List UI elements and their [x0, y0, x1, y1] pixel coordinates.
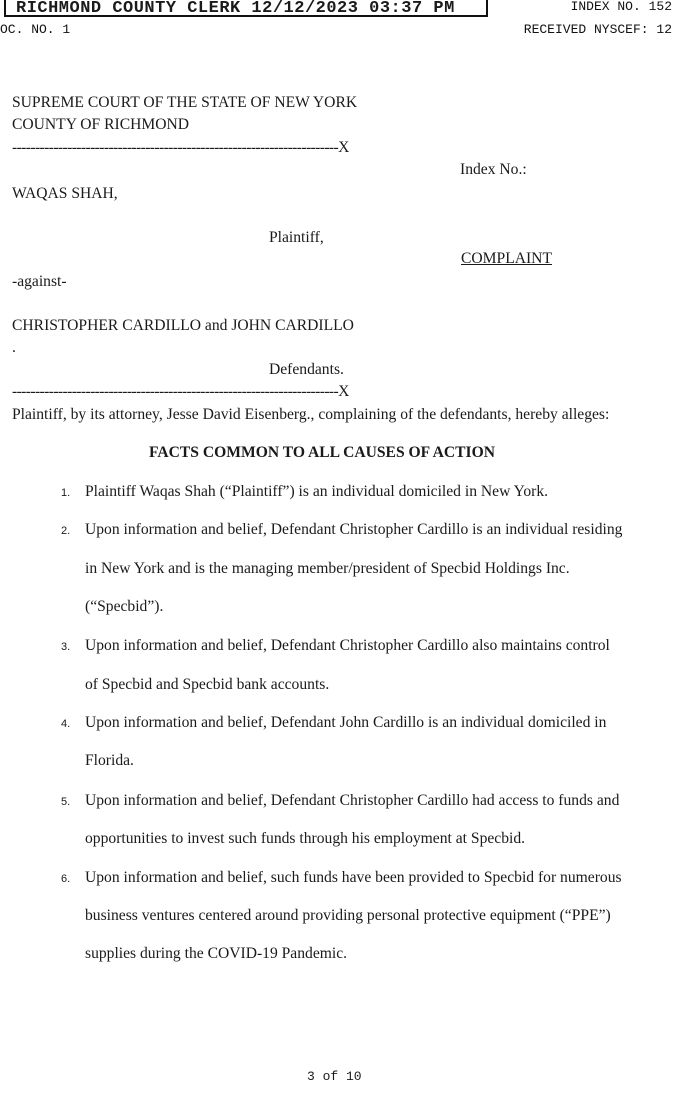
document-type: COMPLAINT [461, 250, 552, 267]
paragraph-number: 3. [61, 641, 71, 653]
paragraph-line: in New York and is the managing member/president of Specbid Holdings Inc. [85, 560, 570, 577]
index-label: Index No.: [460, 161, 527, 178]
paragraph-number: 5. [61, 796, 71, 808]
paragraph-line: Plaintiff Waqas Shah (“Plaintiff”) is an individual domiciled in New York. [85, 483, 549, 500]
defendants-role: Defendants. [269, 361, 344, 378]
paragraph-number: 6. [61, 873, 71, 885]
paragraph-line: Upon information and belief, Defendant Christopher Cardillo had access to funds and [85, 792, 620, 809]
intro-paragraph: Plaintiff, by its attorney, Jesse David Eisenberg., complaining of the defendants, hereby alleges: [12, 406, 610, 423]
defendants-names: CHRISTOPHER CARDILLO and JOHN CARDILLO [12, 317, 354, 334]
paragraph-line: Upon information and belief, Defendant Christopher Cardillo also maintains control [85, 637, 610, 654]
paragraph-line: Florida. [85, 752, 134, 769]
paragraph-number: 1. [61, 487, 71, 499]
index-number: INDEX NO. 152 [570, 0, 672, 14]
against-label: -against- [12, 273, 67, 290]
paragraph-line: business ventures centered around providing personal protective equipment (“PPE”) [85, 907, 611, 924]
paragraph-line: supplies during the COVID-19 Pandemic. [85, 945, 348, 962]
section-heading: FACTS COMMON TO ALL CAUSES OF ACTION [149, 444, 496, 461]
court-county: COUNTY OF RICHMOND [12, 116, 190, 133]
paragraph-line: of Specbid and Specbid bank accounts. [85, 676, 330, 693]
caption-separator-bottom: -----------------------------------------------------------------------X [12, 383, 349, 400]
caption-separator-top: -----------------------------------------------------------------------X [12, 139, 349, 156]
paragraph-line: Upon information and belief, such funds have been provided to Specbid for numerous [85, 869, 622, 886]
page-number: 3 of 10 [307, 1069, 362, 1084]
paragraph-number: 4. [61, 718, 71, 730]
paragraph-line: Upon information and belief, Defendant Christopher Cardillo is an individual residing [85, 521, 623, 538]
paragraph-line: opportunities to invest such funds through his employment at Specbid. [85, 830, 526, 847]
document-number: OC. NO. 1 [0, 22, 71, 37]
paragraph-number: 2. [61, 525, 71, 537]
plaintiff-role: Plaintiff, [269, 229, 324, 246]
stray-mark: . [12, 339, 16, 356]
received-nyscef: RECEIVED NYSCEF: 12 [523, 22, 672, 37]
clerk-stamp-title: RICHMOND COUNTY CLERK 12/12/2023 03:37 PM [4, 0, 488, 17]
court-name: SUPREME COURT OF THE STATE OF NEW YORK [12, 94, 358, 111]
paragraph-line: (“Specbid”). [85, 598, 164, 615]
paragraph-line: Upon information and belief, Defendant John Cardillo is an individual domiciled in [85, 714, 607, 731]
plaintiff-name: WAQAS SHAH, [12, 185, 118, 202]
